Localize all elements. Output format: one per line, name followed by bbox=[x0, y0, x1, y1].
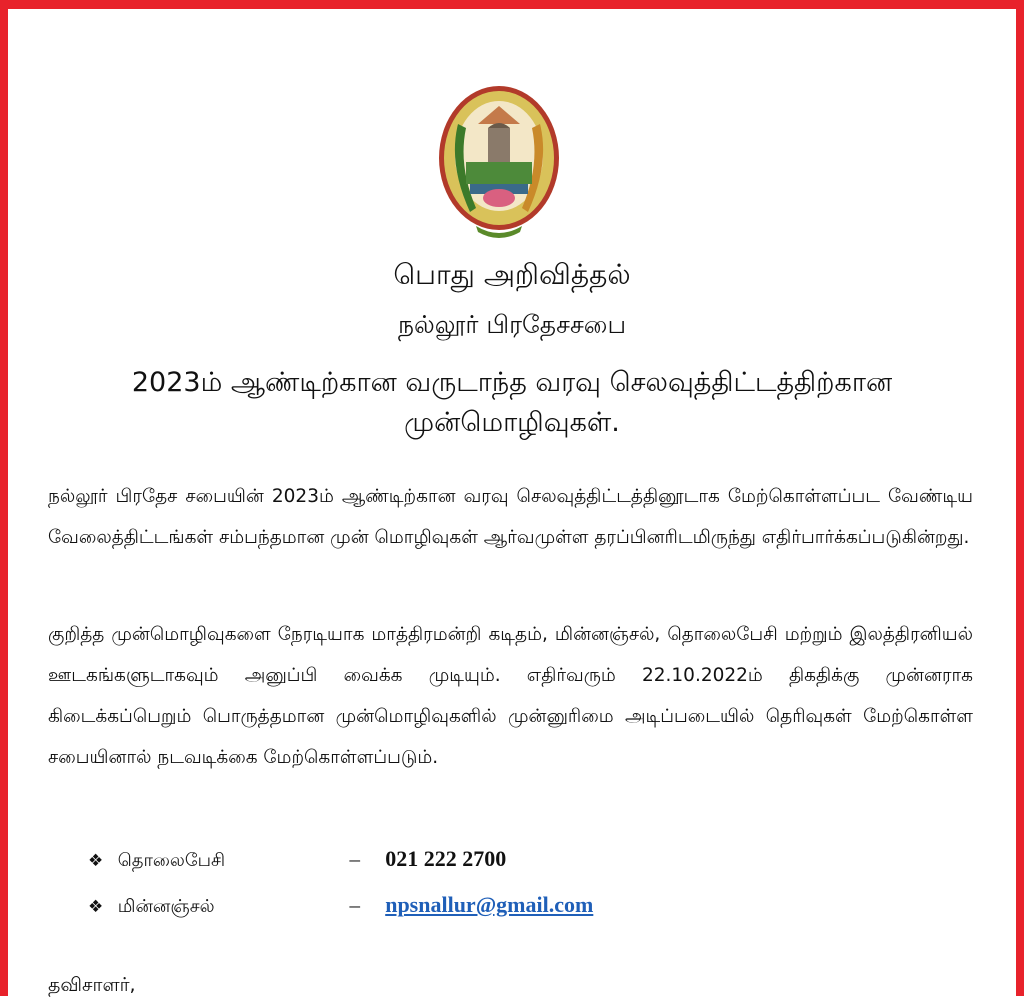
subject-line-1: 2023ம் ஆண்டிற்கான வருடாந்த வரவு செலவுத்திட்டத்திற்கான bbox=[131, 367, 893, 398]
email-link[interactable]: npsnallur@gmail.com bbox=[385, 892, 594, 917]
body-paragraph-2: குறித்த முன்மொழிவுகளை நேரடியாக மாத்திரமன்றி கடிதம், மின்னஞ்சல், தொலைபேசி மற்றும் இலத்திரனியல் ஊடகங்களுடாகவும் அனுப்பி வைக்க முடியும். எதிர்வரும் 22.10.2022ம் திகதிக்கு முன்னராக கிடைக்கப்பெறும் பொருத்தமான முன்மொழிவுகளில் முன்னுரிமை அடிப்படையில் தெரிவுகள் மேற்கொள்ள சபையினால் நடவடிக்கை மேற்கொள்ளப்படும். bbox=[48, 624, 973, 768]
notice-title: பொது அறிவித்தல் bbox=[393, 258, 631, 291]
separator-dash: – bbox=[349, 893, 360, 917]
body-paragraph-1: நல்லூர் பிரதேச சபையின் 2023ம் ஆண்டிற்கான வரவு செலவுத்திட்டத்தினூடாக மேற்கொள்ளப்பட வேண்டிய வேலைத்திட்டங்கள் சம்பந்தமான முன் மொழிவுகள் ஆர்வமுள்ள தரப்பினரிடமிருந்து எதிர்பார்க்கப்படுகின்றது. bbox=[48, 486, 973, 548]
diamond-bullet-icon: ❖ bbox=[88, 897, 104, 917]
phone-label: தொலைபேசி bbox=[117, 850, 226, 871]
subject-line-2: முன்மொழிவுகள். bbox=[404, 407, 620, 438]
organization-name: நல்லூர் பிரதேசசபை bbox=[397, 310, 627, 339]
notice-subject bbox=[0, 363, 1024, 443]
phone-number: 021 222 2700 bbox=[385, 846, 507, 871]
signoff-title: தவிசாளர், bbox=[48, 974, 136, 996]
council-emblem bbox=[436, 84, 562, 244]
email-label: மின்னஞ்சல் bbox=[117, 896, 215, 917]
separator-dash: – bbox=[349, 847, 360, 871]
contact-phone bbox=[88, 844, 506, 874]
diamond-bullet-icon: ❖ bbox=[88, 851, 104, 871]
contact-email bbox=[88, 890, 593, 920]
